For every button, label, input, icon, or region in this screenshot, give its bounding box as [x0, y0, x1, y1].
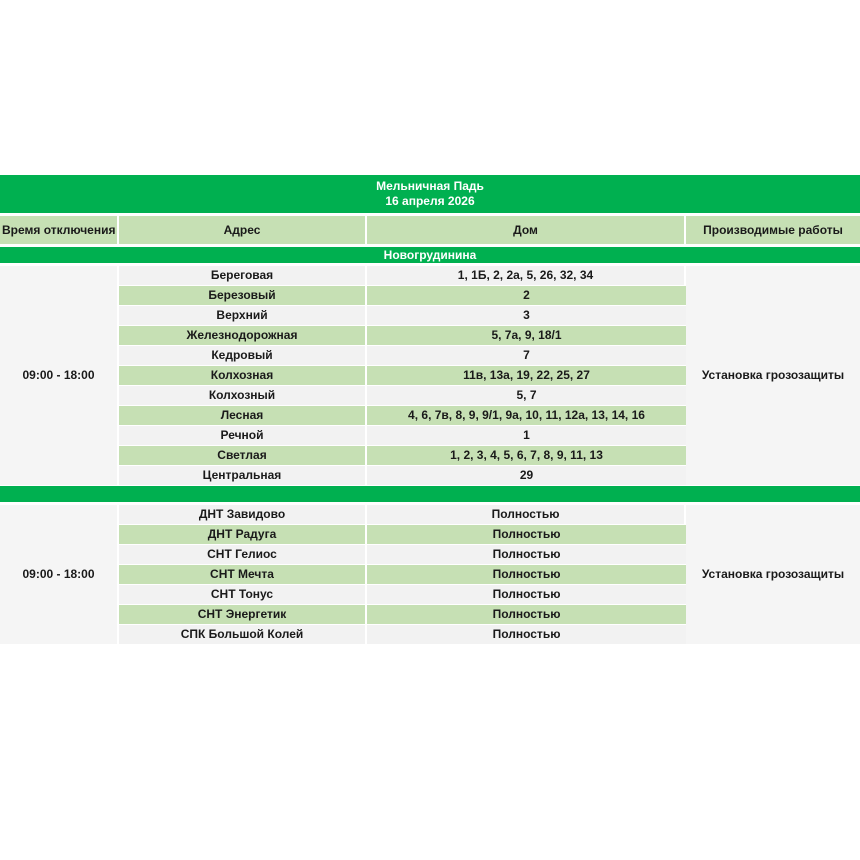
street-address: Березовый	[119, 286, 367, 306]
column-header-time: Время отключения	[0, 216, 119, 247]
house-numbers: 7	[367, 346, 686, 366]
house-numbers: 4, 6, 7в, 8, 9, 9/1, 9а, 10, 11, 12а, 13, 14, 16	[367, 406, 686, 426]
street-address: Светлая	[119, 446, 367, 466]
house-numbers: Полностью	[367, 565, 686, 585]
house-numbers: 3	[367, 306, 686, 326]
table-row	[0, 505, 860, 525]
table-title-row	[0, 175, 860, 216]
street-address: Береговая	[119, 266, 367, 286]
outage-time: 09:00 - 18:00	[0, 505, 119, 645]
street-address: Верхний	[119, 306, 367, 326]
street-address: СПК Большой Колей	[119, 625, 367, 645]
outage-time: 09:00 - 18:00	[0, 266, 119, 486]
street-address: Кедровый	[119, 346, 367, 366]
district-header-row	[0, 486, 860, 505]
house-numbers: 5, 7	[367, 386, 686, 406]
house-numbers: Полностью	[367, 585, 686, 605]
column-header-works: Производимые работы	[686, 216, 860, 247]
table-title	[0, 175, 860, 216]
house-numbers: 29	[367, 466, 686, 486]
house-numbers: Полностью	[367, 505, 686, 525]
house-numbers: 2	[367, 286, 686, 306]
house-numbers: 11в, 13а, 19, 22, 25, 27	[367, 366, 686, 386]
column-header-address: Адрес	[119, 216, 367, 247]
street-address: СНТ Энергетик	[119, 605, 367, 625]
outage-schedule-table	[0, 175, 860, 645]
house-numbers: Полностью	[367, 525, 686, 545]
street-address: ДНТ Завидово	[119, 505, 367, 525]
house-numbers: 5, 7а, 9, 18/1	[367, 326, 686, 346]
street-address: Колхозный	[119, 386, 367, 406]
street-address: Железнодорожная	[119, 326, 367, 346]
district-header-row	[0, 247, 860, 266]
street-address: ДНТ Радуга	[119, 525, 367, 545]
outage-date: 16 апреля 2026	[385, 194, 475, 208]
district-name: Новогрудинина	[0, 247, 860, 266]
works-description: Установка грозозащиты	[686, 266, 860, 486]
house-numbers: 1, 2, 3, 4, 5, 6, 7, 8, 9, 11, 13	[367, 446, 686, 466]
house-numbers: Полностью	[367, 545, 686, 565]
works-description: Установка грозозащиты	[686, 505, 860, 645]
street-address: СНТ Мечта	[119, 565, 367, 585]
street-address: Лесная	[119, 406, 367, 426]
house-numbers: 1	[367, 426, 686, 446]
column-header-house: Дом	[367, 216, 686, 247]
table-row	[0, 266, 860, 286]
district-name	[0, 486, 860, 505]
table-body	[0, 247, 860, 645]
house-numbers: 1, 1Б, 2, 2а, 5, 26, 32, 34	[367, 266, 686, 286]
street-address: Колхозная	[119, 366, 367, 386]
street-address: СНТ Гелиос	[119, 545, 367, 565]
house-numbers: Полностью	[367, 605, 686, 625]
house-numbers: Полностью	[367, 625, 686, 645]
street-address: СНТ Тонус	[119, 585, 367, 605]
street-address: Речной	[119, 426, 367, 446]
column-header-row	[0, 216, 860, 247]
street-address: Центральная	[119, 466, 367, 486]
locality-name: Мельничная Падь	[376, 179, 484, 193]
